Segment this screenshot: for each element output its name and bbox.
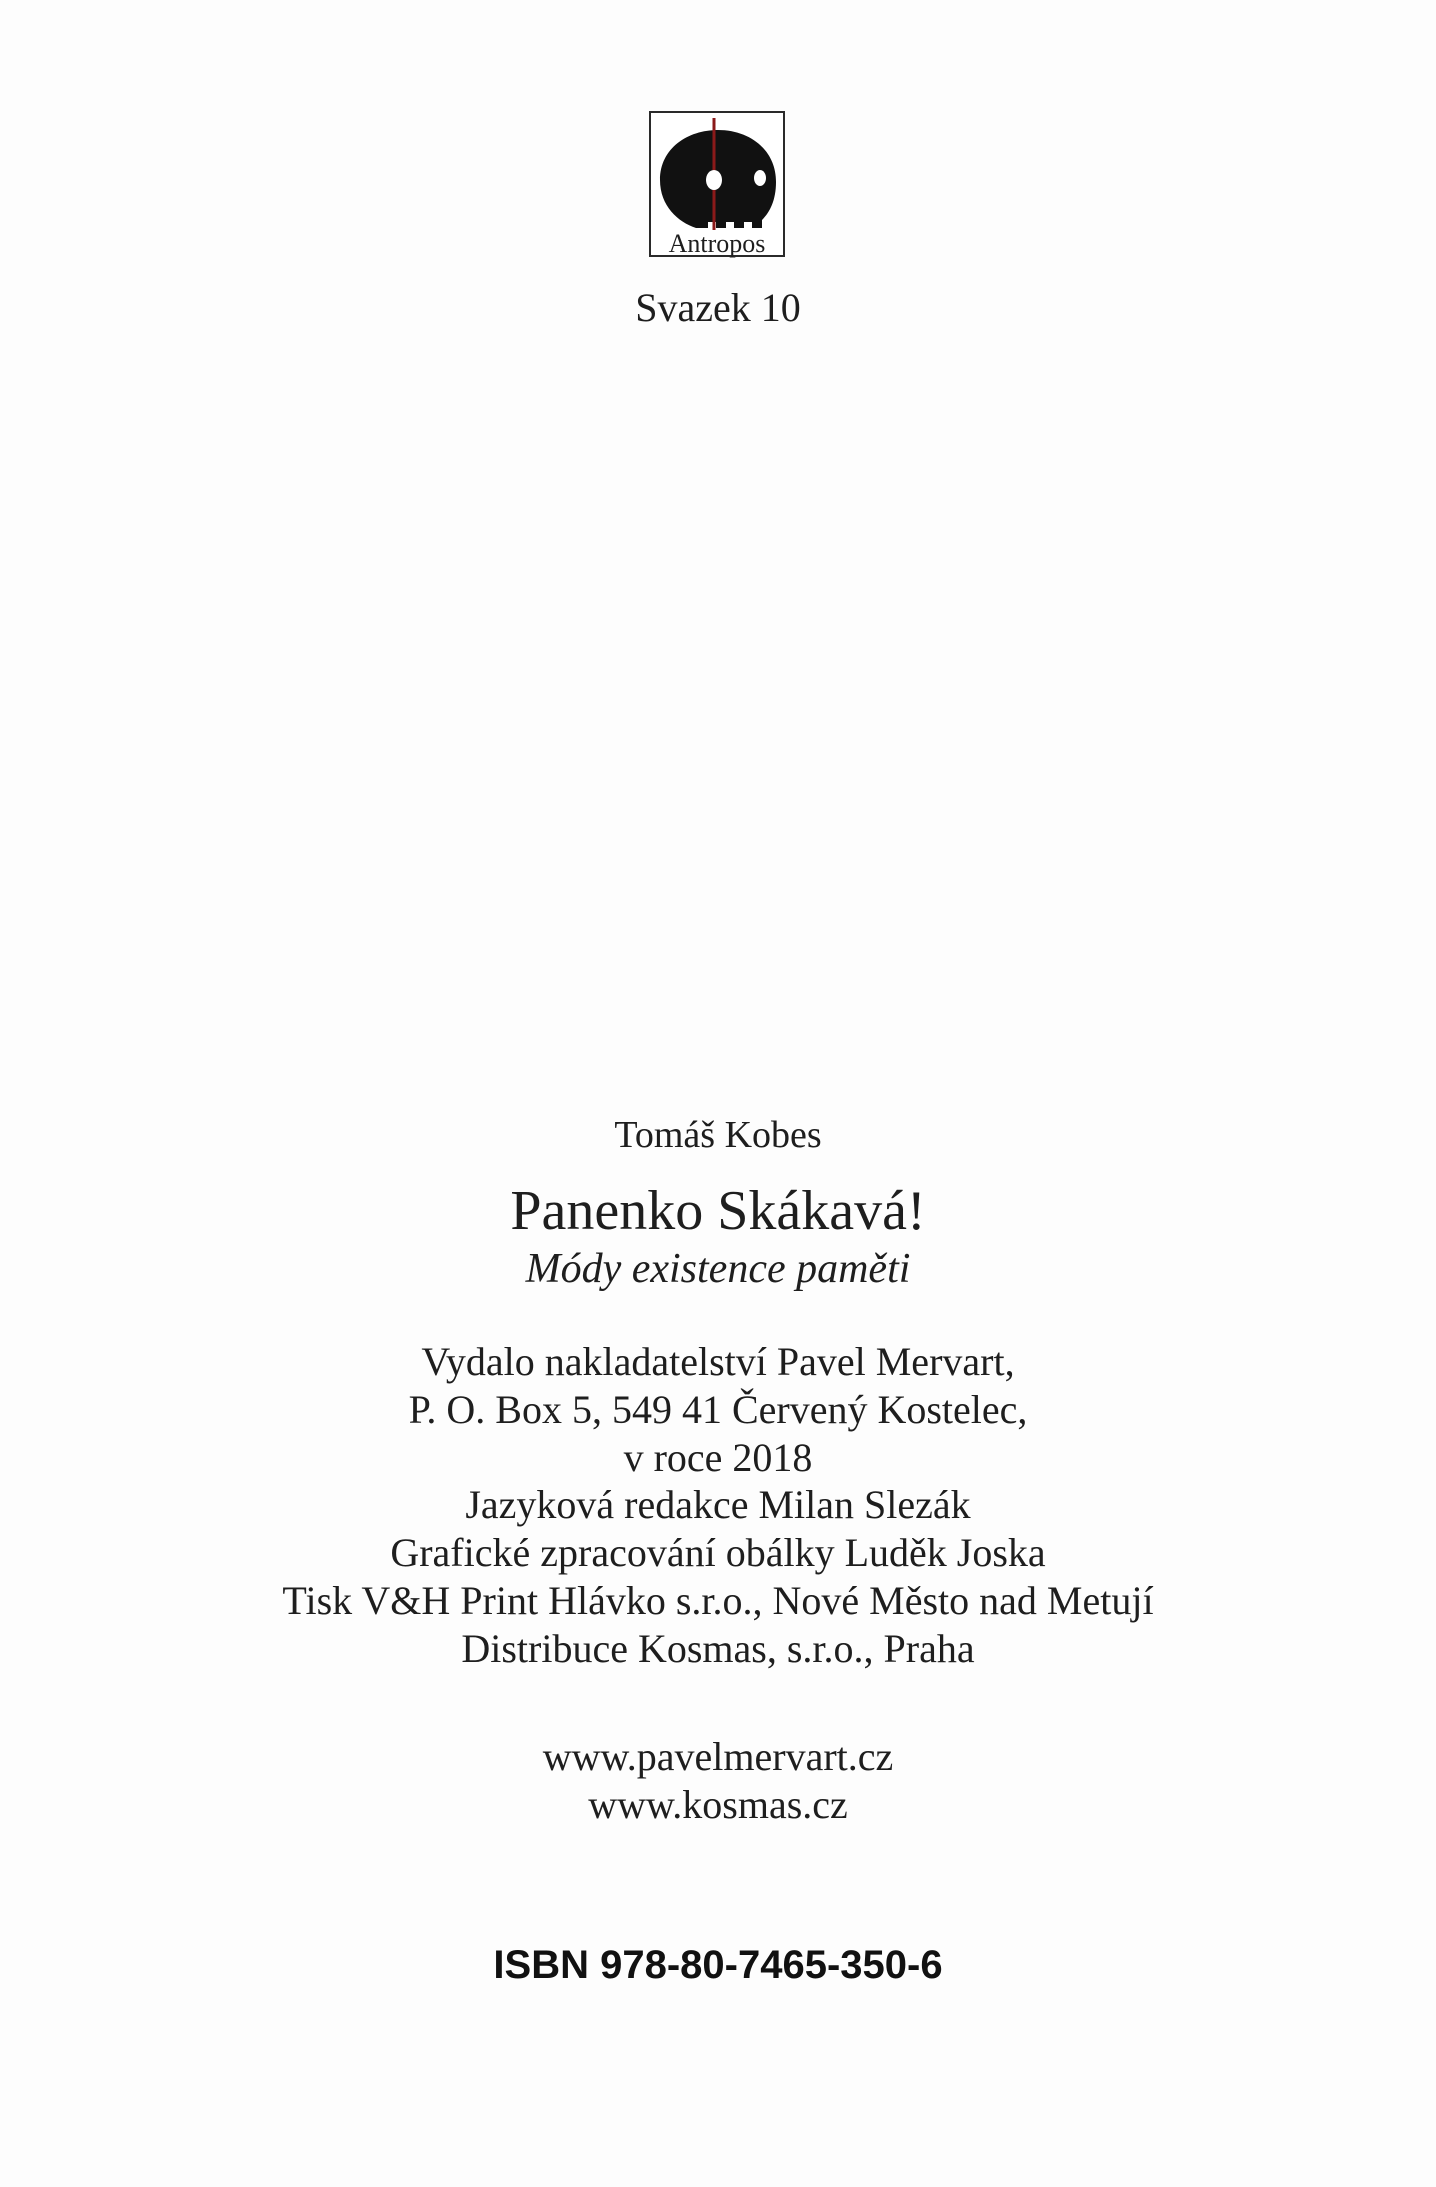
imprint-line: Jazyková redakce Milan Slezák <box>465 1482 971 1528</box>
distributor-website-link[interactable]: www.kosmas.cz <box>588 1782 848 1827</box>
imprint-line: Vydalo nakladatelství Pavel Mervart, <box>421 1339 1015 1384</box>
imprint-block <box>0 1338 1436 1673</box>
volume-number: Svazek 10 <box>635 285 801 330</box>
imprint-line: Distribuce Kosmas, s.r.o., Praha <box>461 1625 975 1671</box>
isbn-number: ISBN 978-80-7465-350-6 <box>493 1943 943 1987</box>
publisher-logo <box>648 110 786 258</box>
book-title: Panenko Skákavá! <box>510 1180 926 1242</box>
publisher-website-link[interactable]: www.pavelmervart.cz <box>542 1734 894 1779</box>
author-name: Tomáš Kobes <box>614 1114 822 1156</box>
book-subtitle: Módy existence paměti <box>525 1246 911 1292</box>
imprint-line: P. O. Box 5, 549 41 Červený Kostelec, <box>408 1386 1028 1432</box>
imprint-line: v roce 2018 <box>623 1434 813 1480</box>
imprint-line: Tisk V&H Print Hlávko s.r.o., Nové Město nad Metují <box>282 1577 1154 1623</box>
logo-label: Antropos <box>668 229 766 258</box>
web-links <box>0 1733 1436 1829</box>
skull-icon <box>648 110 786 258</box>
imprint-line: Grafické zpracování obálky Luděk Joska <box>390 1530 1046 1576</box>
